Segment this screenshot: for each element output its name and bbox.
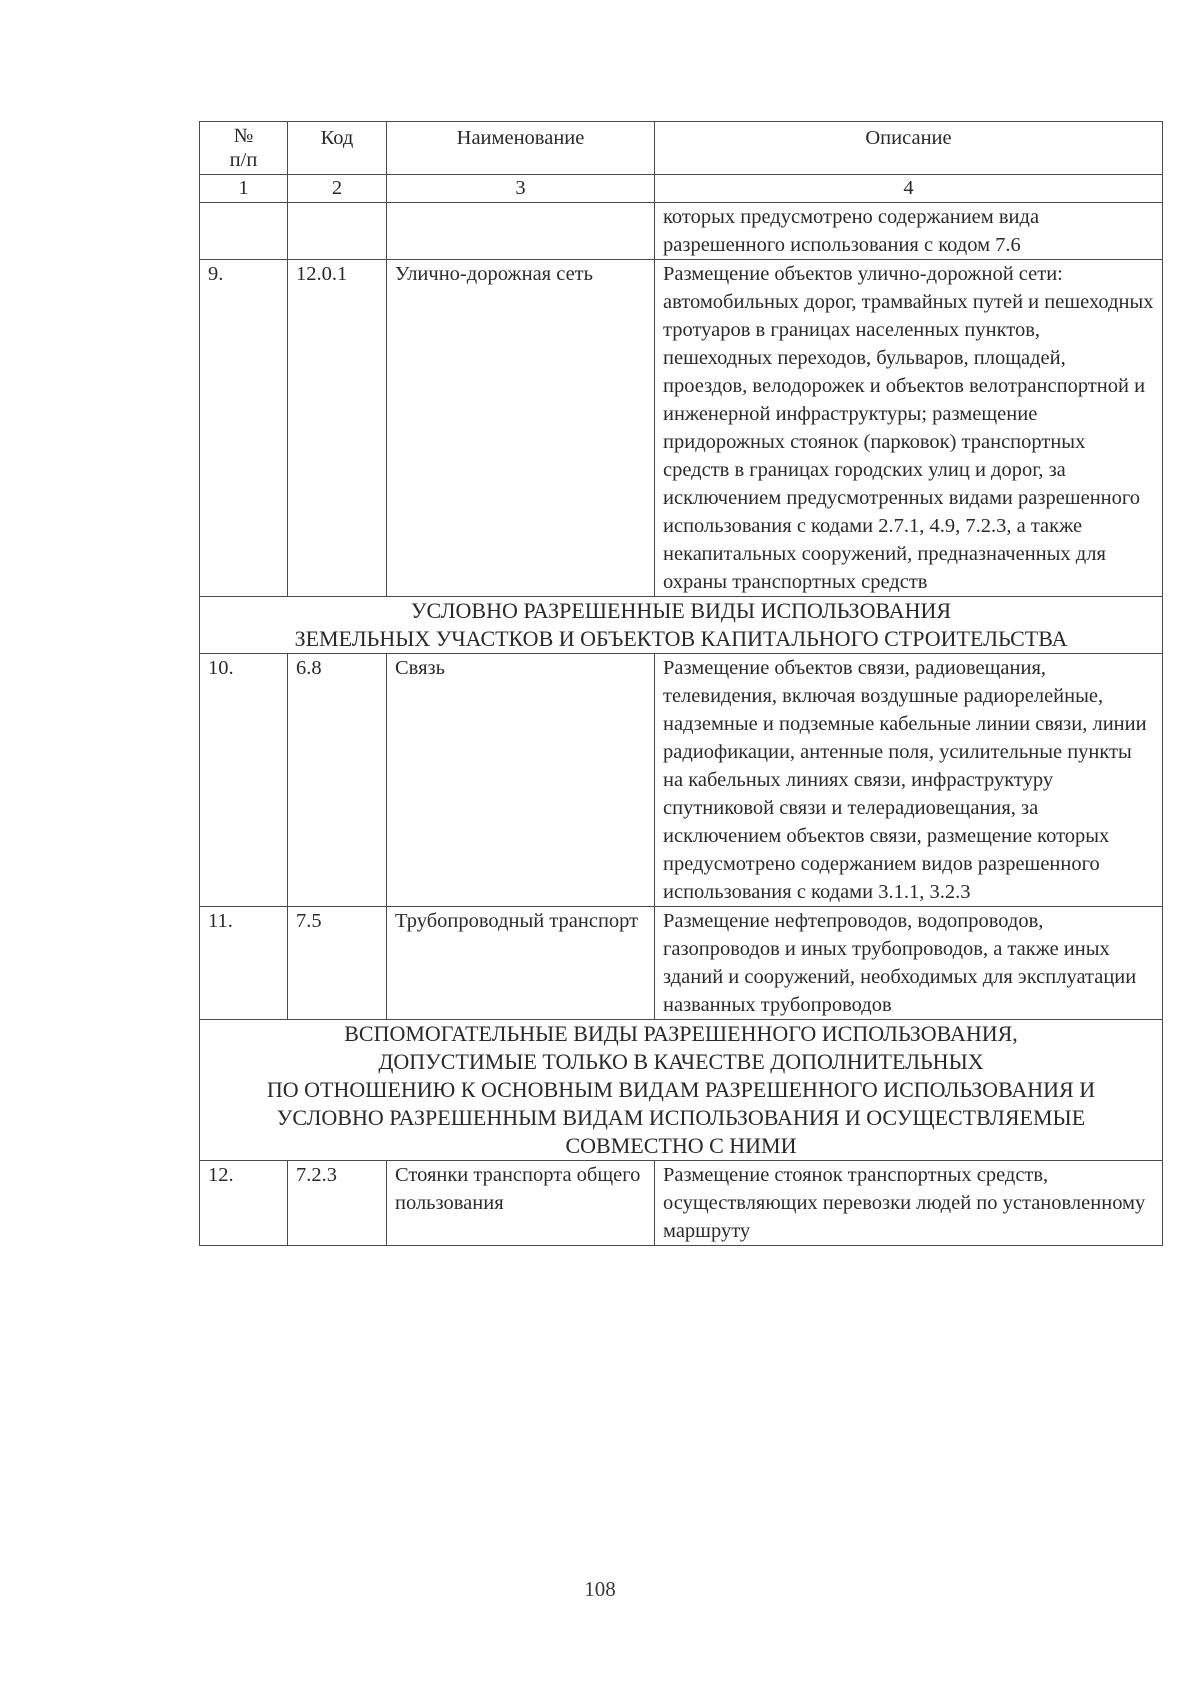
- column-index-2: 2: [288, 175, 387, 203]
- row-description: Размещение нефтепроводов, водопроводов, газопроводов и иных трубопроводов, а также иных зданий и сооружений, необходимых для эксплуатации названных трубопроводов: [655, 907, 1163, 1020]
- row-code: 12.0.1: [288, 260, 387, 597]
- column-index-3: 3: [387, 175, 655, 203]
- row-number: 9.: [200, 260, 288, 597]
- table-row: [200, 907, 1163, 1020]
- row-code: 7.5: [288, 907, 387, 1020]
- row-code: 6.8: [288, 654, 387, 907]
- continuation-row: [200, 203, 1163, 260]
- row-description: Размещение объектов улично-дорожной сети: автомобильных дорог, трамвайных путей и пешеходных тротуаров в границах населенных пунктов, пешеходных переходов, бульваров, площадей, проездов, велодорожек и объектов велотранспортной и инженерной инфраструктуры; размещение придорожных стоянок (парковок) транспортных средств в границах городских улиц и дорог, за исключением предусмотренных видами разрешенного использования с кодами 2.7.1, 4.9, 7.2.3, а также некапитальных сооружений, предназначенных для охраны транспортных средств: [655, 260, 1163, 597]
- continuation-description: которых предусмотрено содержанием вида разрешенного использования с кодом 7.6: [655, 203, 1163, 260]
- header-name: Наименование: [387, 122, 655, 175]
- section-heading-conditional-text: УСЛОВНО РАЗРЕШЕННЫЕ ВИДЫ ИСПОЛЬЗОВАНИЯ ЗЕМЕЛЬНЫХ УЧАСТКОВ И ОБЪЕКТОВ КАПИТАЛЬНОГО СТРОИТЕЛЬСТВА: [200, 597, 1163, 654]
- row-number: 11.: [200, 907, 288, 1020]
- row-description: Размещение объектов связи, радиовещания, телевидения, включая воздушные радиорелейные, надземные и подземные кабельные линии связи, линии радиофикации, антенные поля, усилительные пункты на кабельных линиях связи, инфраструктуру спутниковой связи и телерадиовещания, за исключением объектов связи, размещение которых предусмотрено содержанием видов разрешенного использования с кодами 3.1.1, 3.2.3: [655, 654, 1163, 907]
- row-name: Улично-дорожная сеть: [387, 260, 655, 597]
- continuation-code: [288, 203, 387, 260]
- header-code: Код: [288, 122, 387, 175]
- section-heading-auxiliary-text: ВСПОМОГАТЕЛЬНЫЕ ВИДЫ РАЗРЕШЕННОГО ИСПОЛЬЗОВАНИЯ, ДОПУСТИМЫЕ ТОЛЬКО В КАЧЕСТВЕ ДОПОЛНИТЕЛЬНЫХ ПО ОТНОШЕНИЮ К ОСНОВНЫМ ВИДАМ РАЗРЕШЕННОГО ИСПОЛЬЗОВАНИЯ И УСЛОВНО РАЗРЕШЕННЫМ ВИДАМ ИСПОЛЬЗОВАНИЯ И ОСУЩЕСТВЛЯЕМЫЕ СОВМЕСТНО С НИМИ: [200, 1020, 1163, 1161]
- continuation-num: [200, 203, 288, 260]
- column-index-1: 1: [200, 175, 288, 203]
- column-index-row: [200, 175, 1163, 203]
- row-number: 10.: [200, 654, 288, 907]
- header-row: [200, 122, 1163, 175]
- header-num: № п/п: [200, 122, 288, 175]
- table-row: [200, 654, 1163, 907]
- header-description: Описание: [655, 122, 1163, 175]
- table-row: [200, 1161, 1163, 1246]
- continuation-name: [387, 203, 655, 260]
- row-name: Трубопроводный транспорт: [387, 907, 655, 1020]
- row-name: Стоянки транспорта общего пользования: [387, 1161, 655, 1246]
- table-row: [200, 260, 1163, 597]
- land-use-table: [199, 121, 1163, 1246]
- section-heading-auxiliary: [200, 1020, 1163, 1161]
- row-name: Связь: [387, 654, 655, 907]
- column-index-4: 4: [655, 175, 1163, 203]
- row-number: 12.: [200, 1161, 288, 1246]
- row-code: 7.2.3: [288, 1161, 387, 1246]
- page-number: 108: [584, 1577, 616, 1601]
- table-body: [200, 122, 1163, 1246]
- row-description: Размещение стоянок транспортных средств, осуществляющих перевозки людей по установленному маршруту: [655, 1161, 1163, 1246]
- section-heading-conditional: [200, 597, 1163, 654]
